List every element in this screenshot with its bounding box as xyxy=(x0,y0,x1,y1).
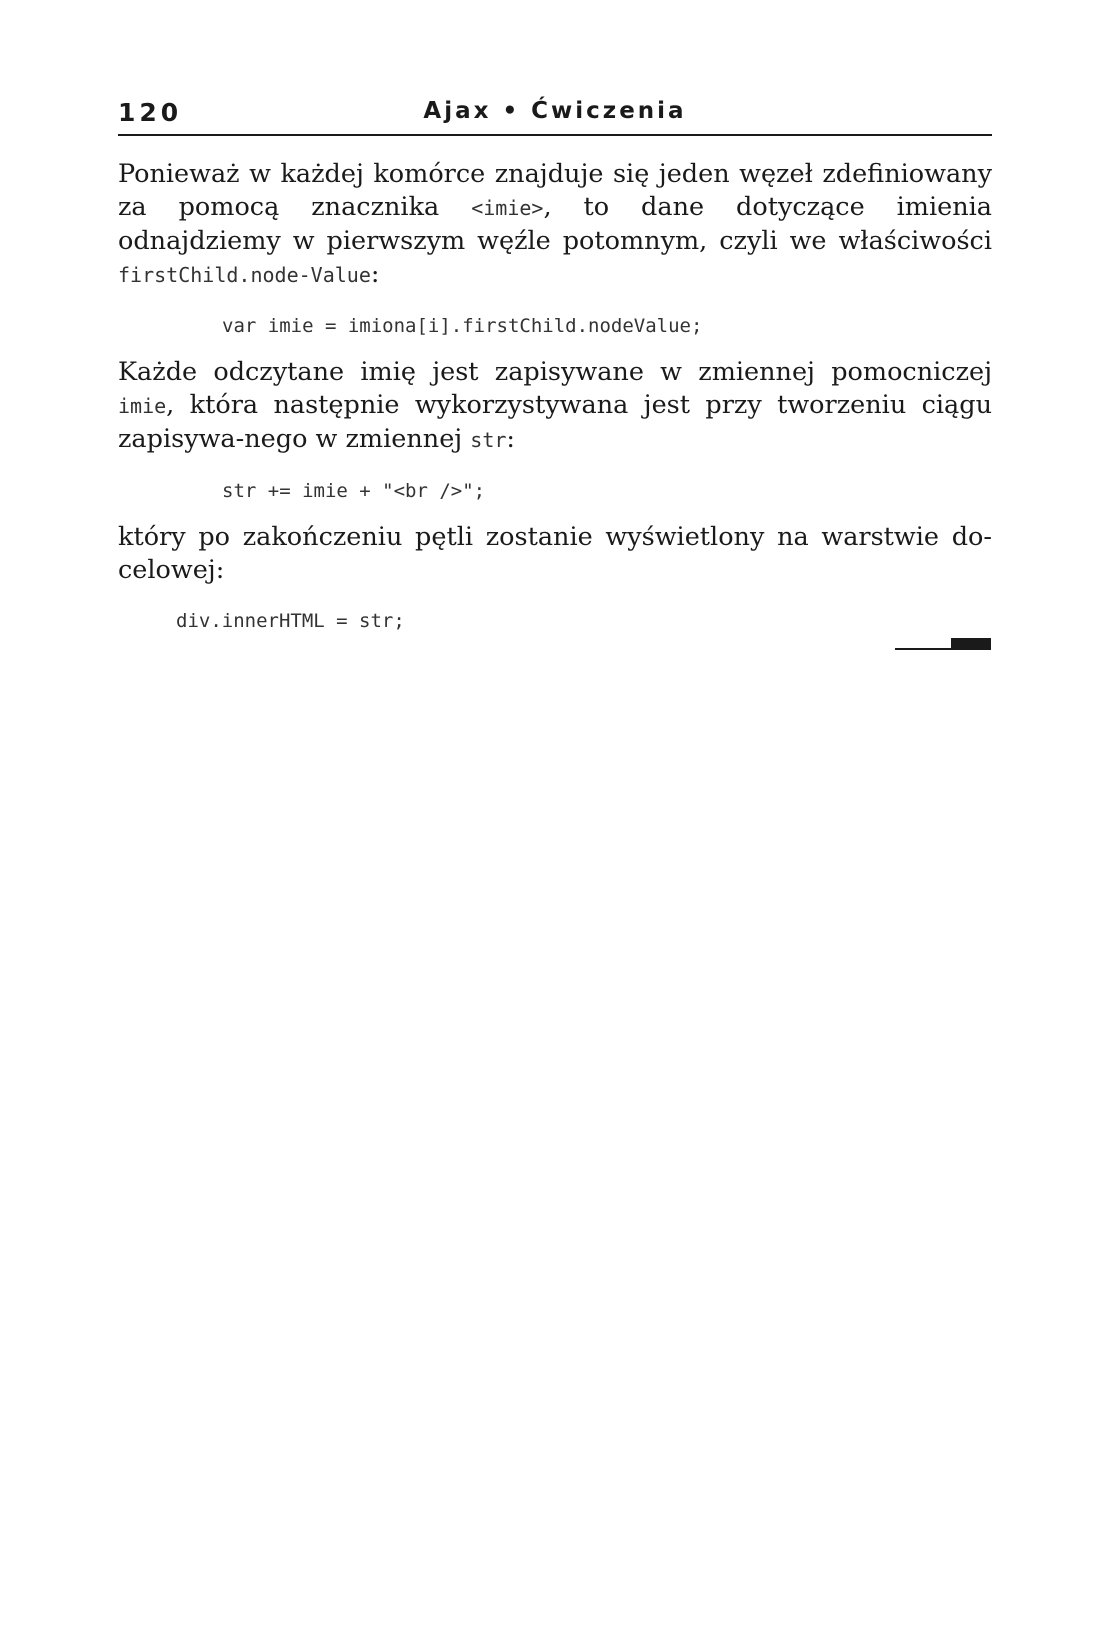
paragraph-1 xyxy=(118,158,992,292)
paragraph-text: : xyxy=(506,424,516,454)
running-title: Ajax • Ćwiczenia xyxy=(423,98,687,124)
end-mark-block xyxy=(951,638,991,650)
paragraph-2 xyxy=(118,356,992,457)
end-mark-rule xyxy=(895,648,951,650)
page-number: 120 xyxy=(118,98,183,127)
inline-code-str: str xyxy=(470,428,507,452)
inline-code-firstchild-nodevalue: firstChild.node-Value xyxy=(118,263,371,287)
paragraph-text: , która następnie wykorzystywana jest przy tworzeniu ciągu zapisywa-nego w zmiennej xyxy=(118,390,992,454)
inline-code-imie: imie xyxy=(118,394,167,418)
paragraph-3 xyxy=(118,521,992,587)
paragraph-text: Ponieważ w każdej komórce znajduje się jeden węzeł zdefiniowany za pomocą znacznika xyxy=(118,159,992,222)
paragraph-text: Każde odczytane imię jest zapisywane w zmiennej pomocniczej xyxy=(118,357,992,387)
page-body xyxy=(118,158,992,634)
page-header xyxy=(118,96,992,136)
inline-code-imie-tag: <imie> xyxy=(471,196,544,220)
paragraph-text: , to dane dotyczące imienia odnajdziemy w pierwszym węźle potomnym, czyli we właściwości xyxy=(118,192,992,256)
paragraph-text: który po zakończeniu pętli zostanie wyświetlony na warstwie do-celowej: xyxy=(118,522,992,585)
code-block-2: str += imie + "<br />"; xyxy=(222,480,486,502)
code-block-1: var imie = imiona[i].firstChild.nodeValue; xyxy=(222,315,703,337)
code-block-3: div.innerHTML = str; xyxy=(176,610,405,632)
paragraph-text: : xyxy=(370,259,380,289)
section-end-mark xyxy=(895,638,991,650)
